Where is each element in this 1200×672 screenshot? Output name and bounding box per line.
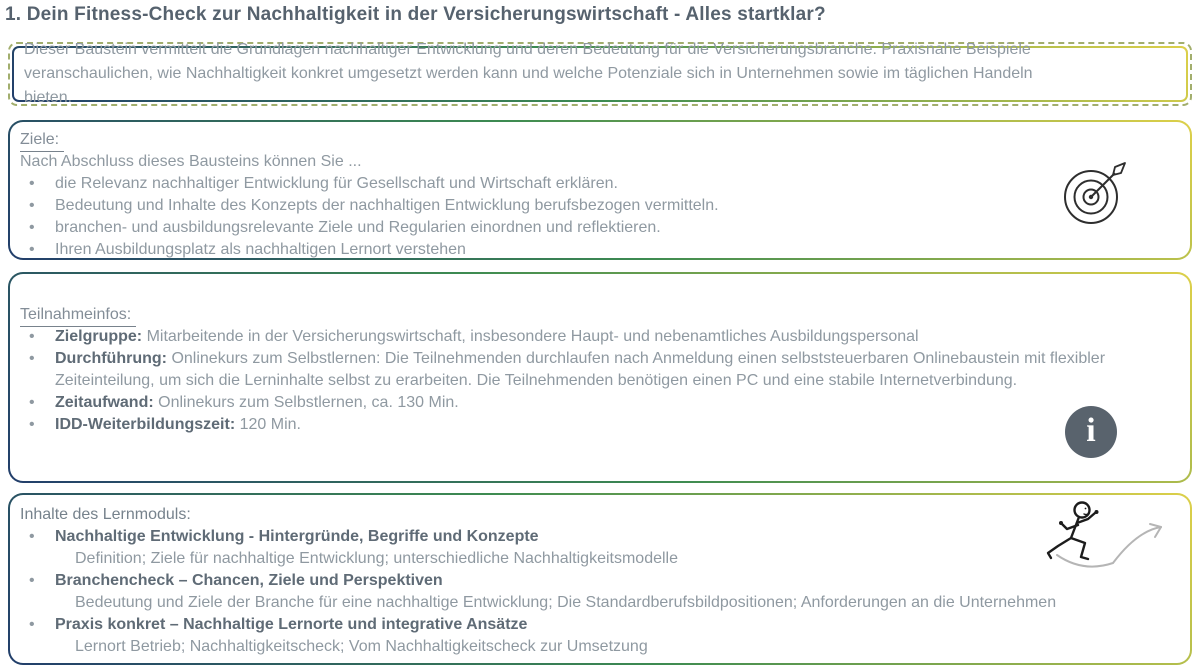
ziele-intro: Nach Abschluss dieses Bausteins können Sie ... xyxy=(20,153,362,170)
teilnahmeinfos-heading: Teilnahmeinfos: xyxy=(20,304,136,327)
inhalte-box xyxy=(8,493,1192,665)
bullet-glyph: • xyxy=(29,219,35,236)
page-title: 1. Dein Fitness-Check zur Nachhaltigkeit in der Versicherungswirtschaft - Alles startklar? xyxy=(5,4,826,25)
item-label: IDD-Weiterbildungszeit: xyxy=(55,416,236,433)
info-icon xyxy=(1065,406,1117,458)
target-dart-icon xyxy=(1060,160,1128,226)
bullet-glyph: • xyxy=(29,616,35,633)
item-text: 120 Min. xyxy=(239,416,301,433)
module-subtext: Definition; Ziele für nachhaltige Entwicklung; unterschiedliche Nachhaltigkeitsmodelle xyxy=(75,550,678,567)
list-item xyxy=(20,195,1182,217)
list-item xyxy=(20,526,1182,548)
ziele-item: branchen- und ausbildungsrelevante Ziele und Regularien einordnen und reflektieren. xyxy=(55,219,661,236)
list-item xyxy=(20,173,1182,195)
list-item xyxy=(20,326,1182,348)
info-icon-glyph: i xyxy=(1086,412,1096,449)
teilnahme-item xyxy=(55,392,1182,414)
bullet-glyph: • xyxy=(29,241,35,258)
list-item xyxy=(20,239,1182,261)
bullet-glyph: • xyxy=(29,394,35,411)
list-item xyxy=(20,570,1182,592)
inhalte-heading: Inhalte des Lernmoduls: xyxy=(20,506,191,523)
list-item xyxy=(20,217,1182,239)
teilnahme-item xyxy=(55,414,1182,436)
bullet-glyph: • xyxy=(29,175,35,192)
ziele-item: Ihren Ausbildungsplatz als nachhaltigen Lernort verstehen xyxy=(55,241,466,258)
module-title: Nachhaltige Entwicklung - Hintergründe, Begriffe und Konzepte xyxy=(55,528,539,545)
bullet-glyph: • xyxy=(29,528,35,545)
item-label: Durchführung: xyxy=(55,350,167,367)
module-subtext: Bedeutung und Ziele der Branche für eine nachhaltige Entwicklung; Die Standardberufsbildpositionen; Anforderungen an die Unternehmen xyxy=(75,594,1057,611)
item-text: Mitarbeitende in der Versicherungswirtschaft, insbesondere Haupt- und nebenamtliches Ausbildungspersonal xyxy=(146,328,919,345)
module-subtext: Lernort Betrieb; Nachhaltigkeitscheck; Vom Nachhaltigkeitscheck zur Umsetzung xyxy=(75,638,648,655)
intro-box-inner xyxy=(12,41,1188,106)
running-figure-arrow-icon xyxy=(1037,497,1179,569)
list-item xyxy=(20,614,1182,636)
item-label: Zeitaufwand: xyxy=(55,394,154,411)
bullet-glyph: • xyxy=(29,416,35,433)
intro-text: Dieser Baustein vermittelt die Grundlagen nachhaltiger Entwicklung und deren Bedeutung für die Versicherungsbranche. Praxisnahe Beispiele veranschaulichen, wie Nachhaltigkeit konkret umgesetzt werden kann und welche Potenziale sich in Unternehmen sowie im täglichen Handeln bieten. xyxy=(24,41,1033,106)
teilnahme-item xyxy=(55,326,1182,348)
ziele-box xyxy=(8,120,1192,260)
list-item xyxy=(20,414,1182,436)
teilnahmeinfos-box xyxy=(8,272,1192,483)
bullet-glyph: • xyxy=(29,572,35,589)
bullet-glyph: • xyxy=(29,328,35,345)
ziele-item: Bedeutung und Inhalte des Konzepts der nachhaltigen Entwicklung berufsbezogen vermitteln. xyxy=(55,197,719,214)
module-title: Branchencheck – Chancen, Ziele und Perspektiven xyxy=(55,572,443,589)
item-text: Onlinekurs zum Selbstlernen: Die Teilnehmenden durchlaufen nach Anmeldung einen selbststeuerbaren Onlinebaustein mit flexibler Zeiteinteilung, um sich die Lerninhalte selbst zu erarbeiten. Die Teilnehmenden benötigen einen PC und eine stabile Internetverbindung. xyxy=(55,350,1106,389)
ziele-item: die Relevanz nachhaltiger Entwicklung für Gesellschaft und Wirtschaft erklären. xyxy=(55,175,618,192)
ziele-heading: Ziele: xyxy=(20,129,64,152)
list-item xyxy=(20,392,1182,414)
list-item xyxy=(20,348,1182,392)
teilnahme-item xyxy=(55,348,1182,392)
item-label: Zielgruppe: xyxy=(55,328,143,345)
bullet-glyph: • xyxy=(29,350,35,367)
module-title: Praxis konkret – Nachhaltige Lernorte und integrative Ansätze xyxy=(55,616,528,633)
bullet-glyph: • xyxy=(29,197,35,214)
item-text: Onlinekurs zum Selbstlernen, ca. 130 Min. xyxy=(158,394,459,411)
intro-box xyxy=(8,42,1192,106)
